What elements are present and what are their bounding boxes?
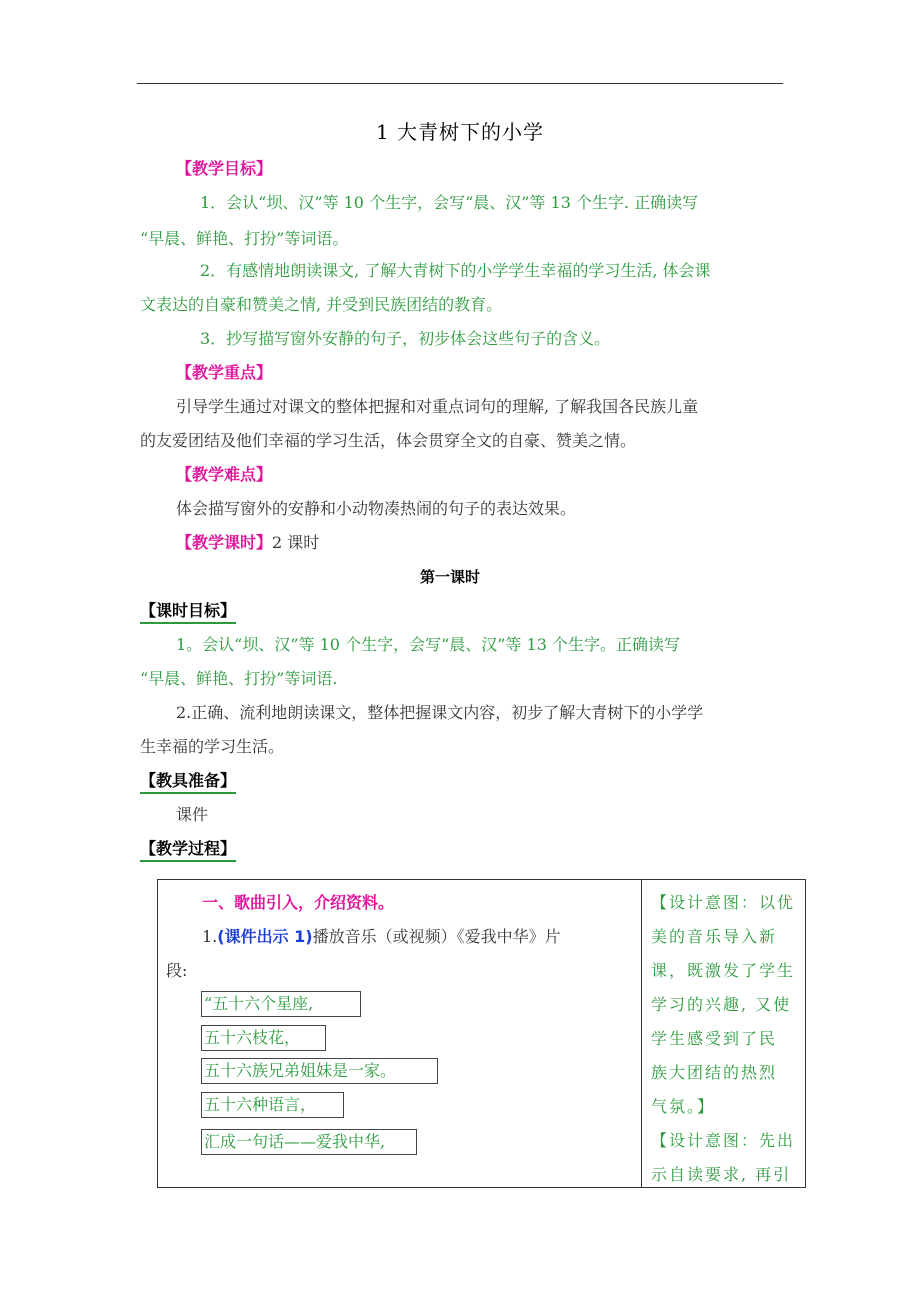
objectives-heading: 【教学目标】 — [176, 159, 273, 178]
step-1-rest: 播放音乐（或视频）《爱我中华》片 — [312, 927, 561, 946]
hours-heading: 【教学课时】 — [176, 533, 273, 552]
lesson-title: 第一课时 — [419, 568, 480, 586]
difficulties-heading: 【教学难点】 — [176, 465, 273, 484]
objective-3: 3．抄写描写窗外安静的句子，初步体会这些句子的含义。 — [200, 329, 611, 348]
step-1-line1 — [202, 924, 561, 947]
difficulties-text: 体会描写窗外的安静和小动物凑热闹的句子的表达效果。 — [176, 499, 577, 518]
lyric-box-2: 五十六枝花， — [201, 1025, 326, 1051]
side-note-line: 【设计意图：先出 — [651, 1131, 796, 1150]
lesson-goal-1-line2: “早晨、鲜艳、打扮”等词语. — [140, 669, 338, 688]
step-1-line2: 段: — [166, 961, 188, 980]
hours-value: 2 课时 — [272, 533, 320, 552]
side-note-line: 课，既激发了学生 — [651, 961, 796, 980]
lyric-box-5: 汇成一句话——爱我中华, — [201, 1129, 417, 1155]
lesson-goal-2-line2: 生幸福的学习生活。 — [140, 737, 285, 756]
key-points-line2: 的友爱团结及他们幸福的学习生活，体会贯穿全文的自豪、赞美之情。 — [140, 431, 637, 450]
side-note-line: 学生感受到了民 — [651, 1029, 778, 1048]
lesson-goal-1-line1: 1。会认“坝、汉”等 10 个生字，会写“晨、汉”等 13 个生字。正确读写 — [176, 635, 680, 654]
tools-heading: 【教具准备】 — [140, 768, 236, 794]
step-title: 一、歌曲引入，介绍资料。 — [202, 893, 395, 912]
process-heading: 【教学过程】 — [140, 836, 236, 862]
lyric-box-1: “五十六个星座, — [201, 991, 361, 1017]
lesson-goal-2-line1: 2.正确、流利地朗读课文，整体把握课文内容，初步了解大青树下的小学学 — [176, 703, 704, 722]
tools-text: 课件 — [176, 805, 209, 824]
lyric-box-4: 五十六种语言， — [201, 1092, 344, 1118]
side-note-line: 学习的兴趣, 又使 — [651, 995, 792, 1014]
top-rule — [137, 83, 783, 84]
lyric-box-3: 五十六族兄弟姐妹是一家。 — [201, 1058, 438, 1084]
objective-2-line2: 文表达的自豪和赞美之情, 并受到民族团结的教育。 — [140, 295, 503, 314]
lesson-goals-heading: 【课时目标】 — [140, 598, 236, 624]
table-divider — [641, 879, 642, 1187]
step-1-number: 1. — [202, 927, 218, 946]
key-points-heading: 【教学重点】 — [176, 363, 273, 382]
objective-1-line2: “早晨、鲜艳、打扮”等词语。 — [140, 229, 349, 248]
objective-2-line1: 2．有感情地朗读课文, 了解大青树下的小学学生幸福的学习生活, 体会课 — [200, 261, 711, 280]
side-note-line: 气氛。】 — [651, 1097, 716, 1116]
key-points-line1: 引导学生通过对课文的整体把握和对重点词句的理解, 了解我国各民族儿童 — [176, 397, 699, 416]
step-1-courseware: (课件出示 1) — [217, 927, 313, 946]
side-note-line: 示自读要求, 再引 — [651, 1165, 792, 1184]
hours-row — [176, 530, 319, 553]
objective-1-line1: 1．会认“坝、汉”等 10 个生字，会写“晨、汉”等 13 个生字. 正确读写 — [200, 193, 699, 212]
side-note-line: 美的音乐导入新 — [651, 927, 778, 946]
side-note-line: 【设计意图：以优 — [651, 893, 796, 912]
page-title: 1 大青树下的小学 — [375, 120, 545, 144]
side-note-line: 族大团结的热烈 — [651, 1063, 778, 1082]
